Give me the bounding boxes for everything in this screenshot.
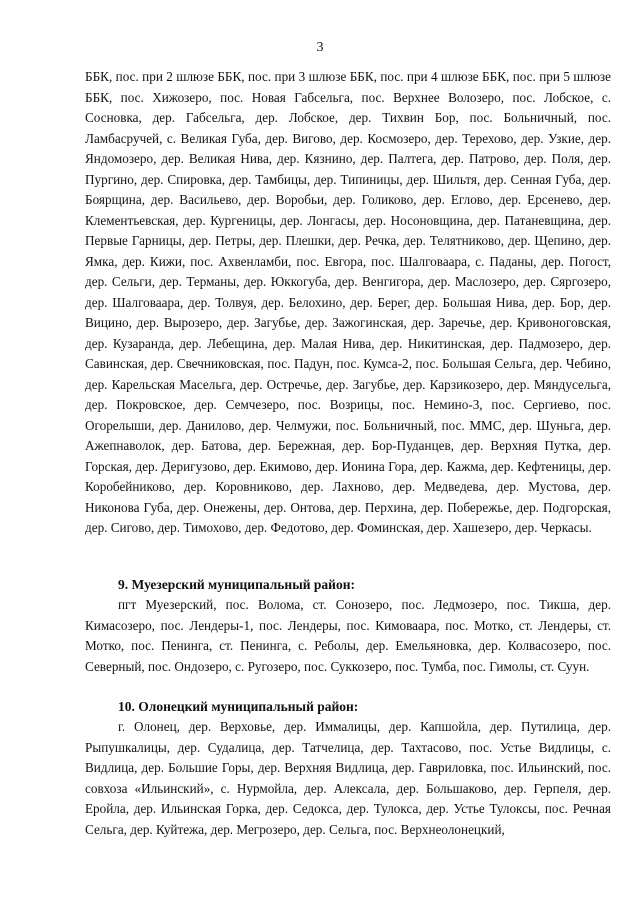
section-heading-muezersky: 9. Муезерский муниципальный район: bbox=[118, 577, 355, 592]
settlement-list-continuation: ББК, пос. при 2 шлюзе ББК, пос. при 3 шлюзе ББК, пос. при 4 шлюзе ББК, пос. при 5 шлюзе ББК, пос. Хижозеро, пос. Новая Габсельга, пос. Верхнее Волозеро, пос. Лобское, с. Сосновка, дер. Габсельга, дер. Лобское, дер. Тихвин Бор, пос. Больничный, пос. Ламбасручей, с. Великая Губа, дер. Вигово, дер. Космозеро, дер. Терехово, дер. Узкие, дер. Яндомозеро, дер. Великая Нива, дер. Кязнино, дер. Палтега, дер. Патрово, дер. Поля, дер. Пургино, дер. Спировка, дер. Тамбицы, дер. Типиницы, дер. Шильтя, дер. Сенная Губа, дер. Боярщина, дер. Васильево, дер. Воробьи, дер. Голиково, дер. Еглово, дер. Ерсенево, дер. Клементьевская, дер. Кургеницы, дер. Лонгасы, дер. Носоновщина, дер. Патаневщина, дер. Первые Гарницы, дер. Петры, дер. Плешки, дер. Речка, дер. Телятниково, дер. Щепино, дер. Ямка, дер. Кижи, пос. Ахвенламби, пос. Евгора, пос. Шалговаара, с. Паданы, дер. Погост, дер. Сельги, дер. Терманы, дер. Юккогуба, дер. Венгигора, дер. Маслозеро, дер. Сяргозеро, дер. Шалговаара, дер. Толвуя, дер. Белохино, дер. Берег, дер. Большая Нива, дер. Бор, дер. Вицино, дер. Вырозеро, дер. Загубье, дер. Зажогинская, дер. Заречье, дер. Кривоноговская, дер. Кузаранда, дер. Лебещина, дер. Малая Нива, дер. Никитинская, дер. Падмозеро, дер. Савинская, дер. Свечниковская, пос. Падун, пос. Кумса-2, пос. Большая Сельга, дер. Чебино, дер. Карельская Масельга, дер. Остречье, дер. Загубье, дер. Карзикозеро, дер. Мяндусельга, дер. Покровское, дер. Семчезеро, пос. Возрицы, пос. Немино-3, пос. Сергиево, пос. Огорелыши, дер. Данилово, дер. Челмужи, пос. Больничный, пос. ММС, дер. Шуньга, дер. Ажепнаволок, дер. Батова, дер. Бережная, дер. Бор-Пуданцев, дер. Верхняя Путка, дер. Горская, дер. Деригузово, дер. Екимово, дер. Ионина Гора, дер. Кажма, дер. Кефтеницы, дер. Коробейниково, дер. Коровниково, дер. Лахново, дер. Медведева, дер. Мустова, дер. Никонова Губа, дер. Онежены, дер. Онтова, дер. Перхина, дер. Побережье, дер. Подгорская, дер. Сигово, дер. Тимохово, дер. Федотово, дер. Фоминская, дер. Хашезеро, дер. Черкасы. bbox=[85, 69, 611, 535]
section-heading-olonetsky: 10. Олонецкий муниципальный район: bbox=[118, 699, 359, 714]
section-text-muezersky: пгт Муезерский, пос. Волома, ст. Сонозеро, пос. Ледмозеро, пос. Тикша, дер. Кимасозеро, пос. Лендеры-1, пос. Лендеры, пос. Кимоваара, пос. Мотко, ст. Лендеры, ст. Мотко, пос. Пенинга, ст. Пенинга, с. Реболы, дер. Емельяновка, дер. Колвасозеро, пос. Северный, пос. Ондозеро, с. Ругозеро, пос. Суккозеро, пос. Тумба, пос. Гимолы, ст. Суун. bbox=[85, 597, 611, 674]
page-number: 3 bbox=[316, 40, 324, 55]
section-text-olonetsky: г. Олонец, дер. Верховье, дер. Иммалицы, дер. Капшойла, дер. Путилица, дер. Рыпушкалицы, дер. Судалица, дер. Татчелица, дер. Тахтасово, пос. Устье Видлицы, с. Видлица, дер. Большие Горы, дер. Верхняя Видлица, дер. Гавриловка, пос. Ильинский, пос. совхоза «Ильинский», с. Нурмойла, дер. Алексала, дер. Большаково, дер. Герпеля, дер. Еройла, дер. Ильинская Горка, дер. Седокса, дер. Тулокса, дер. Устье Тулоксы, пос. Речная Сельга, дер. Куйтежа, дер. Мегрозеро, дер. Сельга, пос. Верхнеолонецкий, bbox=[85, 719, 611, 837]
